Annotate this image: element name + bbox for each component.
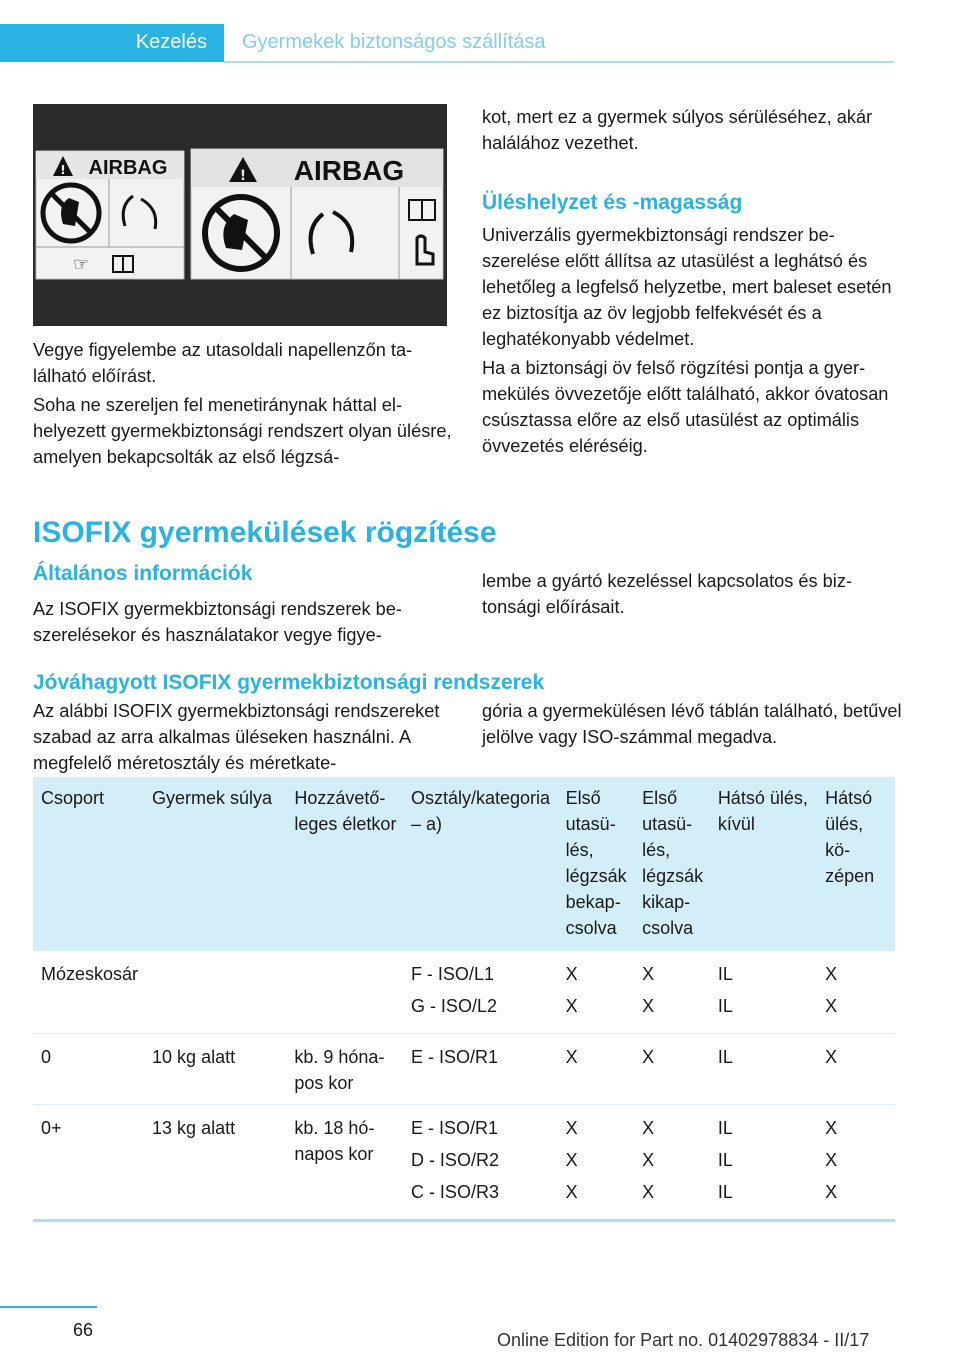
- seat-position-heading: Üléshelyzet és -magasság: [482, 191, 743, 214]
- subsection-title: Gyermekek biztonságos szállítása: [242, 31, 546, 53]
- svg-text:AIRBAG: AIRBAG: [88, 157, 168, 179]
- cell-weight: 10 kg alatt: [144, 1034, 286, 1105]
- cell-age: kb. 9 hónapos kor: [286, 1034, 403, 1105]
- rear-facing-warning: Soha ne szereljen fel menetiránynak háttal elhelyezett gyermekbiztonsági rendszert olyan ülésre, amelyen bekapcsolták az első légzsá-: [33, 395, 452, 467]
- sun-visor-note: Vegye figyelembe az utasoldali napellenzőn található előírást.: [33, 340, 413, 386]
- cell-rear-outer: IL IL IL: [710, 1105, 817, 1221]
- header-rear-outer: Hátsó ülés, kívül: [710, 777, 817, 951]
- svg-text:AIRBAG: AIRBAG: [293, 155, 405, 186]
- header-rule: [224, 61, 894, 63]
- table-header-row: [33, 777, 895, 951]
- section-title: Kezelés: [135, 31, 207, 53]
- svg-text:!: !: [60, 163, 66, 177]
- isofix-table: [33, 777, 895, 1222]
- airbag-label-photo: [33, 104, 447, 326]
- table-row: [33, 1105, 895, 1221]
- warning-continuation: kot, mert ez a gyermek súlyos sérüléséhez, akár halálához vezethet.: [482, 107, 873, 153]
- cell-group: 0+: [33, 1105, 144, 1221]
- header-class: Osztály/kategoria – a): [403, 777, 558, 951]
- page-header: [0, 24, 894, 62]
- airbag-label-illustration: [33, 104, 447, 326]
- header-weight: Gyermek súlya: [144, 777, 286, 951]
- cell-age: [286, 951, 403, 1034]
- cell-rear-center: X: [817, 1034, 895, 1105]
- cell-rear-outer: IL: [710, 1034, 817, 1105]
- general-info-right: lembe a gyártó kezeléssel kapcsolatos és biztonsági előírásait.: [482, 571, 852, 617]
- cell-front-on: X X X: [558, 1105, 634, 1221]
- cell-front-on: X: [558, 1034, 634, 1105]
- belt-guide-text: Ha a biztonsági öv felső rögzítési pontja a gyermekülés övvezetője előtt található, akkor óvatosan csúsztassa előre az első utasülést az optimális övvezetés eléréséig.: [482, 358, 889, 456]
- cell-group: Mózeskosár: [33, 951, 144, 1034]
- cell-class: E - ISO/R1: [403, 1034, 558, 1105]
- header-group: Csoport: [33, 777, 144, 951]
- approved-systems-left: Az alábbi ISOFIX gyermekbiztonsági rendszereket szabad az arra alkalmas üléseken használni. A megfelelő méretosztály és méretkate-: [33, 701, 440, 773]
- cell-rear-center: X X X: [817, 1105, 895, 1221]
- svg-text:!: !: [239, 168, 247, 184]
- cell-front-off: X X X: [634, 1105, 710, 1221]
- table-row: [33, 951, 895, 1034]
- large-airbag-label: [191, 149, 443, 279]
- cell-rear-outer: IL IL: [710, 951, 817, 1034]
- small-airbag-label: [36, 151, 184, 279]
- cell-weight: 13 kg alatt: [144, 1105, 286, 1221]
- cell-rear-center: X X: [817, 951, 895, 1034]
- approved-systems-right: gória a gyermekülésen lévő táblán található, betűvel jelölve vagy ISO-számmal megadva.: [482, 701, 902, 747]
- cell-group: 0: [33, 1034, 144, 1105]
- cell-class: E - ISO/R1 D - ISO/R2 C - ISO/R3: [403, 1105, 558, 1221]
- cell-class: F - ISO/L1 G - ISO/L2: [403, 951, 558, 1034]
- seat-position-text: Univerzális gyermekbiztonsági rendszer beszerelése előtt állítsa az utasülést a leghátsó és lehetőleg a legfelső helyzetbe, mert baleset esetén ez biztosítja az öv legjobb felfekvését és a leghatékonyabb védelmet.: [482, 225, 892, 349]
- edition-note: Online Edition for Part no. 01402978834 - II/17: [497, 1330, 870, 1350]
- section-tab: [0, 24, 224, 62]
- cell-front-off: X: [634, 1034, 710, 1105]
- footer-rule: [0, 1306, 97, 1308]
- cell-front-on: X X: [558, 951, 634, 1034]
- page-number: 66: [73, 1320, 94, 1340]
- table-row: [33, 1034, 895, 1105]
- header-front-airbag-off: Első utasülés, légzsák kikapcsolva: [634, 777, 710, 951]
- cell-weight: [144, 951, 286, 1034]
- cell-age: kb. 18 hónapos kor: [286, 1105, 403, 1221]
- general-info-heading: Általános információk: [33, 562, 253, 585]
- approved-systems-heading: Jóváhagyott ISOFIX gyermekbiztonsági rendszerek: [33, 671, 545, 694]
- header-rear-center: Hátsó ülés, középen: [817, 777, 895, 951]
- header-front-airbag-on: Első utasülés, légzsák bekapcsolva: [558, 777, 634, 951]
- svg-text:☞: ☞: [73, 254, 90, 275]
- cell-front-off: X X: [634, 951, 710, 1034]
- header-age: Hozzávetőleges életkor: [286, 777, 403, 951]
- isofix-heading: ISOFIX gyermekülések rögzítése: [33, 516, 497, 549]
- general-info-left: Az ISOFIX gyermekbiztonsági rendszerek beszerelésekor és használatakor vegye figye-: [33, 599, 402, 645]
